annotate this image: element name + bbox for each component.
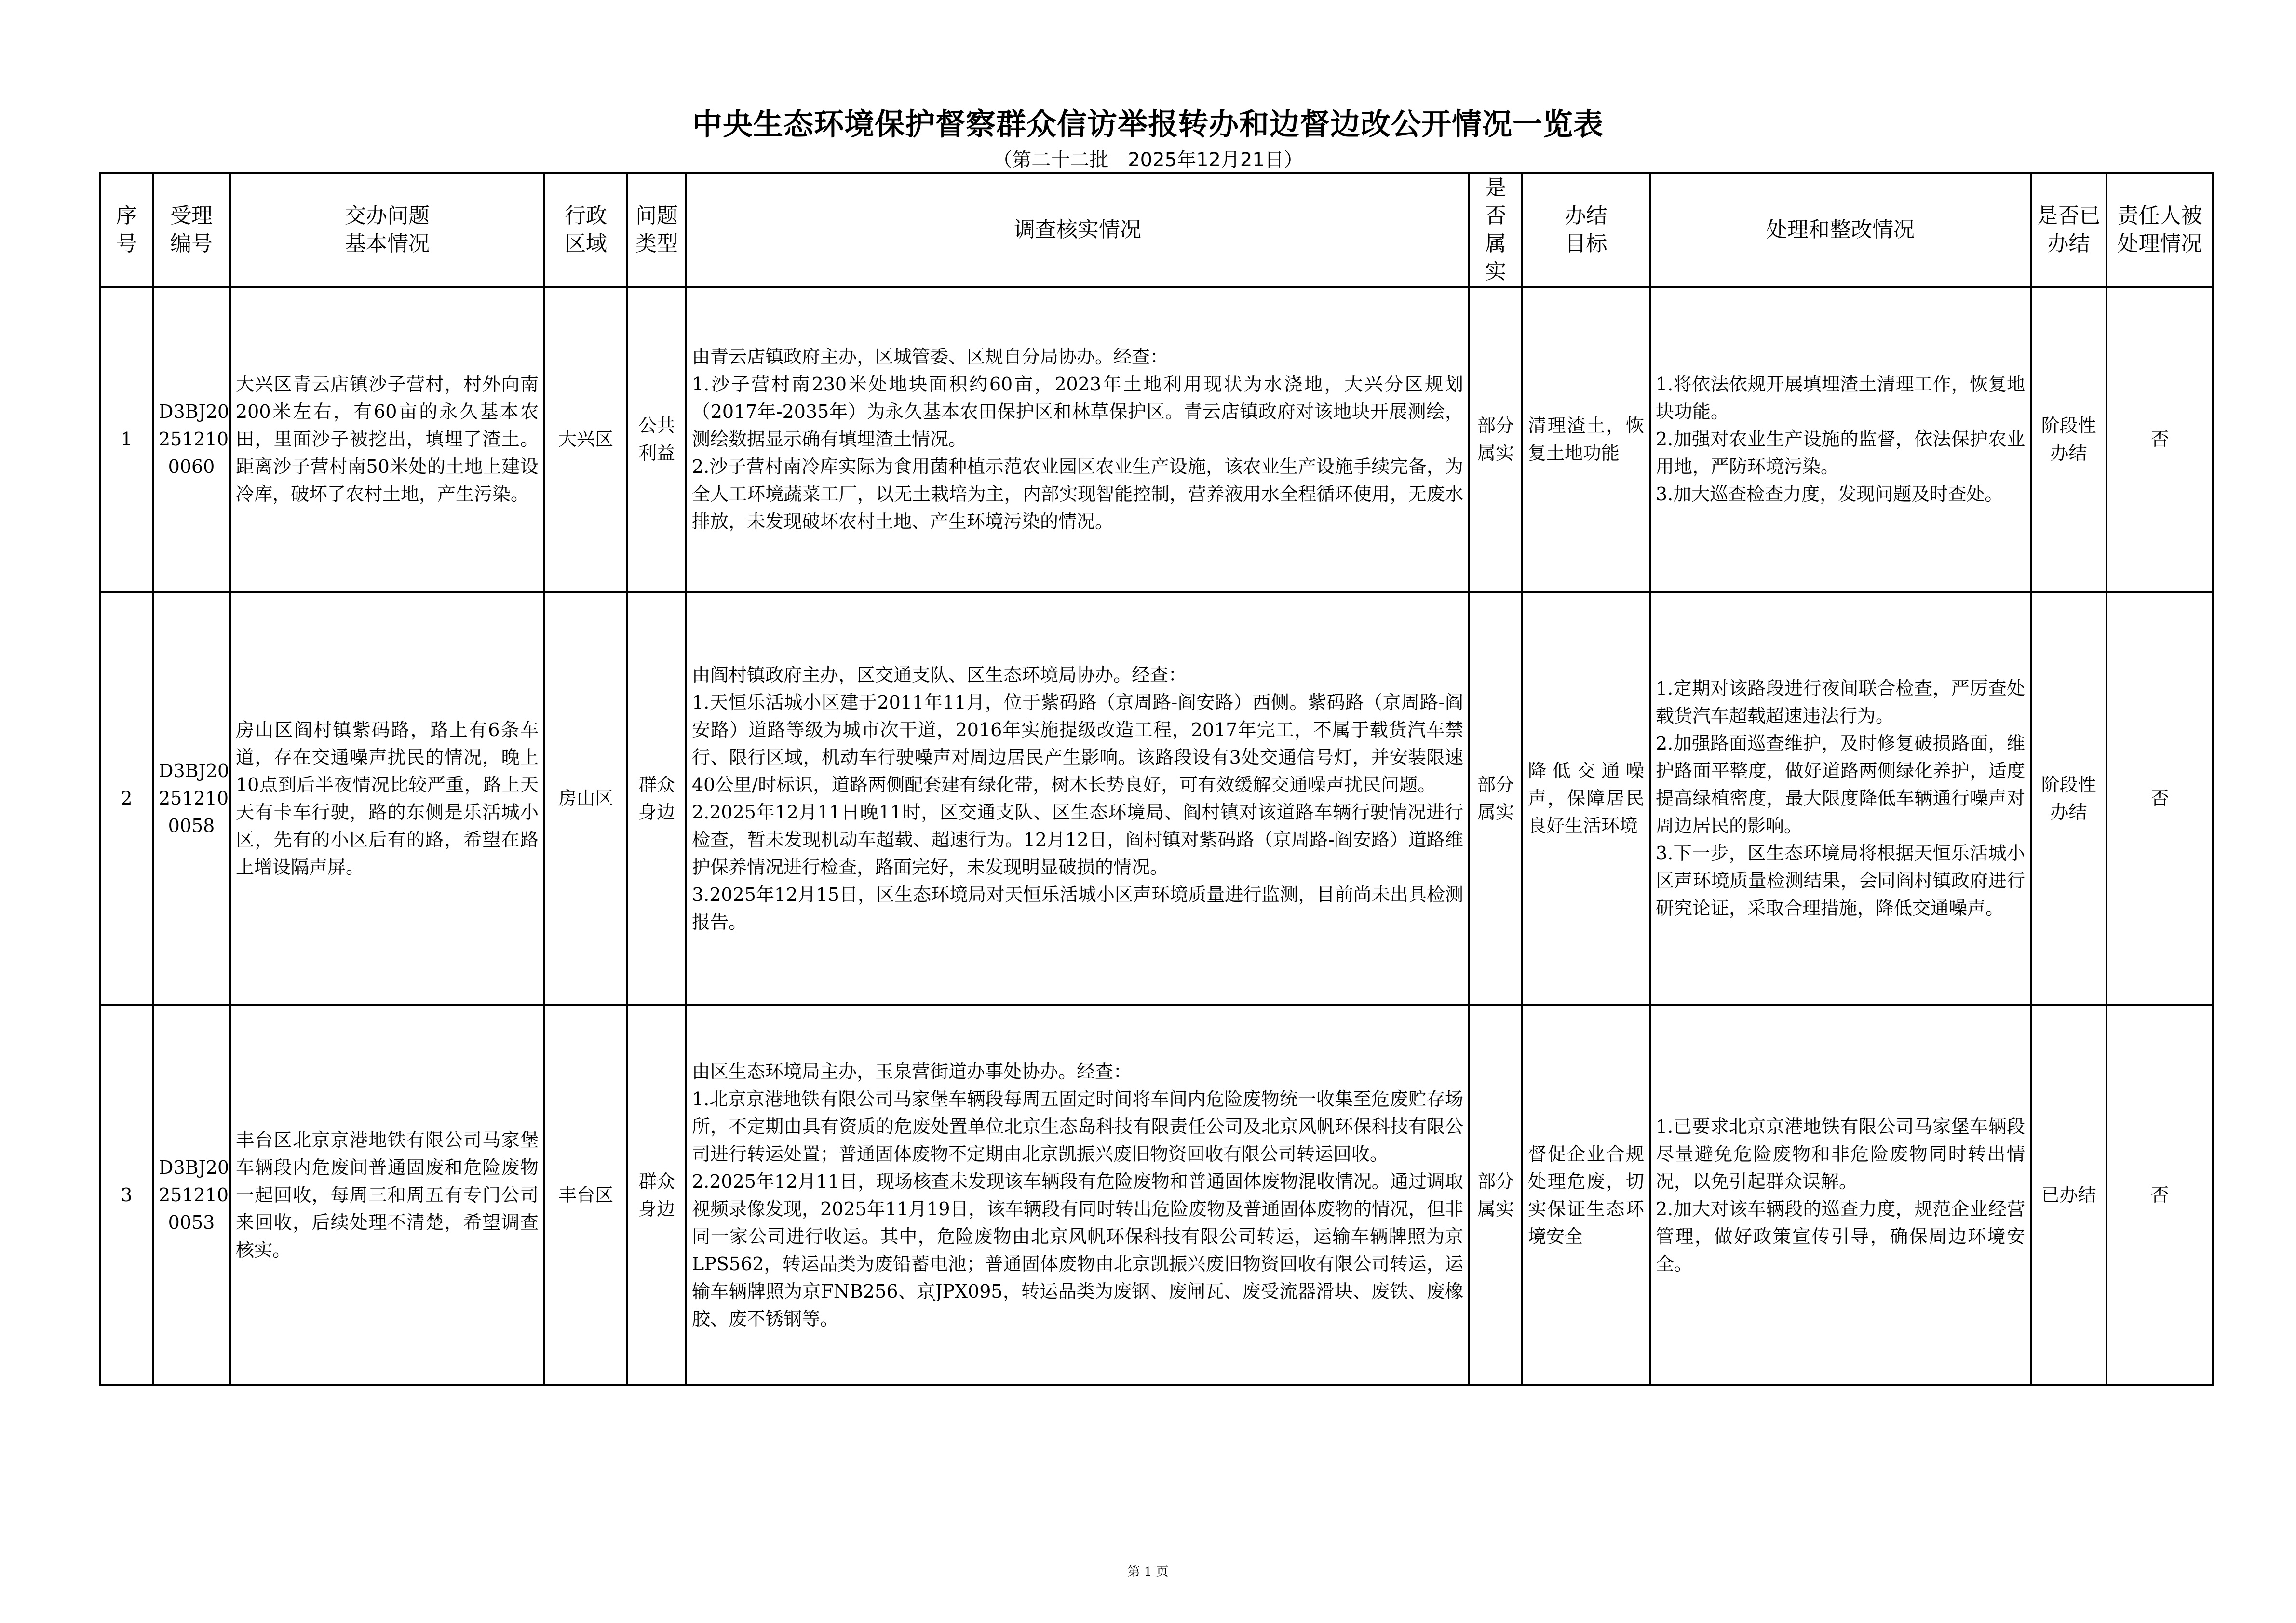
header-goal: 办结 目标 — [1522, 173, 1650, 287]
cell-closed: 阶段性 办结 — [2031, 287, 2107, 592]
cell-accountability: 否 — [2107, 1005, 2213, 1385]
cell-verified: 部分 属实 — [1469, 287, 1522, 592]
header-issue: 交办问题 基本情况 — [230, 173, 544, 287]
cell-issue-type: 群众 身边 — [627, 1005, 686, 1385]
cell-district: 丰台区 — [544, 1005, 627, 1385]
cell-rectification: 1.已要求北京京港地铁有限公司马家堡车辆段尽量避免危险废物和非危险废物同时转出情况，以免引起群众误解。 2.加大对该车辆段的巡查力度，规范企业经营管理，做好政策宣传引导，确保周边环境安全。 — [1650, 1005, 2031, 1385]
cell-closed: 阶段性 办结 — [2031, 592, 2107, 1005]
page-number: 第 1 页 — [1127, 1565, 1169, 1579]
cell-issue: 房山区阎村镇紫码路，路上有6条车道，存在交通噪声扰民的情况，晚上10点到后半夜情况比较严重，路上天天有卡车行驶，路的东侧是乐活城小区，先有的小区后有的路，希望在路上增设隔声屏。 — [230, 592, 544, 1005]
header-closed: 是否已 办结 — [2031, 173, 2107, 287]
cell-issue: 丰台区北京京港地铁有限公司马家堡车辆段内危废间普通固废和危险废物一起回收，每周三和周五有专门公司来回收，后续处理不清楚，希望调查核实。 — [230, 1005, 544, 1385]
cell-goal: 清理渣土，恢复土地功能 — [1522, 287, 1650, 592]
cell-case-id: D3BJ20 251210 0060 — [153, 287, 230, 592]
cell-index: 3 — [100, 1005, 153, 1385]
cell-verified: 部分 属实 — [1469, 592, 1522, 1005]
header-rectification: 处理和整改情况 — [1650, 173, 2031, 287]
header-issue-type: 问题 类型 — [627, 173, 686, 287]
header-investigation: 调查核实情况 — [686, 173, 1469, 287]
table-header-row — [100, 173, 2213, 287]
cell-closed: 已办结 — [2031, 1005, 2107, 1385]
cell-district: 房山区 — [544, 592, 627, 1005]
cell-rectification: 1.定期对该路段进行夜间联合检查，严厉查处载货汽车超载超速违法行为。 2.加强路面巡查维护，及时修复破损路面，维护路面平整度，做好道路两侧绿化养护，适度提高绿植密度，最大限度降低车辆通行噪声对周边居民的影响。 3.下一步，区生态环境局将根据天恒乐活城小区声环境质量检测结果，会同阎村镇政府进行研究论证，采取合理措施，降低交通噪声。 — [1650, 592, 2031, 1005]
header-case-id: 受理 编号 — [153, 173, 230, 287]
cell-verified: 部分 属实 — [1469, 1005, 1522, 1385]
cell-case-id: D3BJ20 251210 0058 — [153, 592, 230, 1005]
header-accountability: 责任人被 处理情况 — [2107, 173, 2213, 287]
cell-district: 大兴区 — [544, 287, 627, 592]
cell-accountability: 否 — [2107, 592, 2213, 1005]
document-subtitle: （第二十二批 2025年12月21日） — [993, 149, 1303, 171]
cell-investigation: 由青云店镇政府主办，区城管委、区规自分局协办。经查： 1.沙子营村南230米处地块面积约60亩，2023年土地利用现状为水浇地，大兴分区规划（2017年-2035年）为永久基本农田保护区和林草保护区。青云店镇政府对该地块开展测绘，测绘数据显示确有填埋渣土情况。 2.沙子营村南冷库实际为食用菌种植示范农业园区农业生产设施，该农业生产设施手续完备，为全人工环境蔬菜工厂，以无土栽培为主，内部实现智能控制，营养液用水全程循环使用，无废水排放，未发现破坏农村土地、产生环境污染的情况。 — [686, 287, 1469, 592]
petition-table — [99, 172, 2214, 1386]
cell-goal: 督促企业合规处理危废，切实保证生态环境安全 — [1522, 1005, 1650, 1385]
table-row — [100, 287, 2213, 592]
cell-issue-type: 群众 身边 — [627, 592, 686, 1005]
table-row — [100, 592, 2213, 1005]
cell-case-id: D3BJ20 251210 0053 — [153, 1005, 230, 1385]
header-index: 序号 — [100, 173, 153, 287]
cell-issue-type: 公共 利益 — [627, 287, 686, 592]
header-verified: 是否 属实 — [1469, 173, 1522, 287]
cell-index: 2 — [100, 592, 153, 1005]
cell-accountability: 否 — [2107, 287, 2213, 592]
cell-rectification: 1.将依法依规开展填埋渣土清理工作，恢复地块功能。 2.加强对农业生产设施的监督，依法保护农业用地，严防环境污染。 3.加大巡查检查力度，发现问题及时查处。 — [1650, 287, 2031, 592]
header-district: 行政 区域 — [544, 173, 627, 287]
table-row — [100, 1005, 2213, 1385]
cell-investigation: 由阎村镇政府主办，区交通支队、区生态环境局协办。经查： 1.天恒乐活城小区建于2011年11月，位于紫码路（京周路-阎安路）西侧。紫码路（京周路-阎安路）道路等级为城市次干道，2016年实施提级改造工程，2017年完工，不属于载货汽车禁行、限行区域，机动车行驶噪声对周边居民产生影响。该路段设有3处交通信号灯，并安装限速40公里/时标识，道路两侧配套建有绿化带，树木长势良好，可有效缓解交通噪声扰民问题。 2.2025年12月11日晚11时，区交通支队、区生态环境局、阎村镇对该道路车辆行驶情况进行检查，暂未发现机动车超载、超速行为。12月12日，阎村镇对紫码路（京周路-阎安路）道路维护保养情况进行检查，路面完好，未发现明显破损的情况。 3.2025年12月15日，区生态环境局对天恒乐活城小区声环境质量进行监测，目前尚未出具检测报告。 — [686, 592, 1469, 1005]
document-title: 中央生态环境保护督察群众信访举报转办和边督边改公开情况一览表 — [692, 107, 1604, 142]
cell-index: 1 — [100, 287, 153, 592]
cell-issue: 大兴区青云店镇沙子营村，村外向南200米左右，有60亩的永久基本农田，里面沙子被挖出，填埋了渣土。距离沙子营村南50米处的土地上建设冷库，破坏了农村土地，产生污染。 — [230, 287, 544, 592]
cell-investigation: 由区生态环境局主办，玉泉营街道办事处协办。经查： 1.北京京港地铁有限公司马家堡车辆段每周五固定时间将车间内危险废物统一收集至危废贮存场所，不定期由具有资质的危废处置单位北京生态岛科技有限责任公司及北京风帆环保科技有限公司进行转运处置；普通固体废物不定期由北京凯振兴废旧物资回收有限公司转运回收。 2.2025年12月11日，现场核查未发现该车辆段有危险废物和普通固体废物混收情况。通过调取视频录像发现，2025年11月19日，该车辆段有同时转出危险废物及普通固体废物的情况，但非同一家公司进行收运。其中，危险废物由北京风帆环保科技有限公司转运，运输车辆牌照为京LPS562，转运品类为废铅蓄电池；普通固体废物由北京凯振兴废旧物资回收有限公司转运，运输车辆牌照为京FNB256、京JPX095，转运品类为废钢、废闸瓦、废受流器滑块、废铁、废橡胶、废不锈钢等。 — [686, 1005, 1469, 1385]
cell-goal: 降低交通噪声，保障居民良好生活环境 — [1522, 592, 1650, 1005]
